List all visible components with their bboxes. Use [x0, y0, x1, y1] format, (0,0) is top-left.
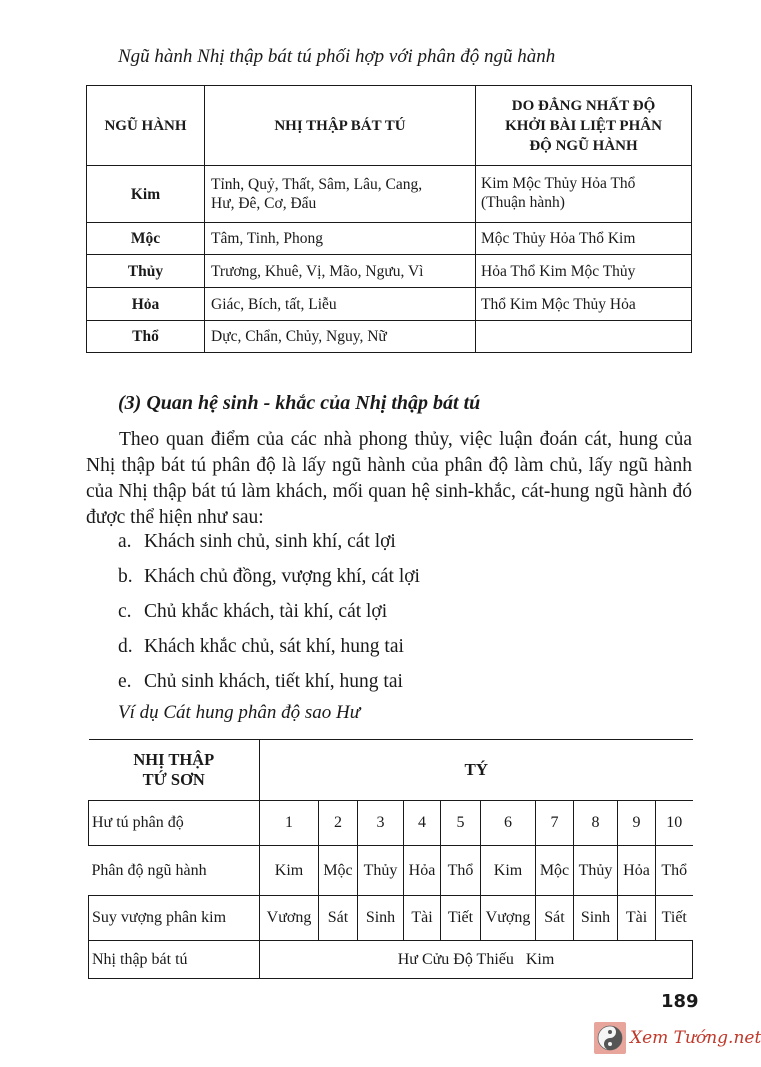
stars-cell: Giác, Bích, tất, Liễu [205, 288, 476, 321]
stars-cell: Tâm, Tinh, Phong [205, 223, 476, 255]
element-cell: Hỏa [618, 846, 656, 896]
example-caption: Ví dụ Cát hung phân độ sao Hư [118, 702, 361, 723]
stars-cell: Trương, Khuê, Vị, Mão, Ngưu, Vì [205, 255, 476, 288]
table-row [89, 896, 693, 941]
list-item-text: Chủ khắc khách, tài khí, cát lợi [144, 601, 388, 622]
status-cell: Tài [618, 896, 656, 941]
section-paragraph: Theo quan điểm của các nhà phong thủy, việc luận đoán cát, hung của Nhị thập bát tú phân độ là lấy ngũ hành của phân độ làm chủ, lấy ngũ hành của Nhị thập bát tú làm khách, mối quan hệ sinh-khắc, cát-hung ngũ hành đó được thể hiện như sau: [86, 429, 692, 528]
table-row [89, 846, 693, 896]
header-nhi-thap-bat-tu: NHỊ THẬP BÁT TÚ [205, 86, 476, 166]
status-cell: Sinh [358, 896, 404, 941]
element-cell: Thổ [441, 846, 481, 896]
header-ngu-hanh: NGŨ HÀNH [87, 86, 205, 166]
header-line: DO ĐẲNG NHẤT ĐỘ [511, 97, 656, 114]
list-item-label: e. [118, 671, 132, 692]
row-label: Phân độ ngũ hành [89, 846, 260, 896]
list-item-label: b. [118, 566, 133, 587]
table-row [87, 166, 692, 223]
row-label: Nhị thập bát tú [89, 941, 260, 979]
status-cell: Sát [319, 896, 358, 941]
degree-cell: 10 [656, 801, 693, 846]
status-cell: Sinh [574, 896, 618, 941]
table-row [87, 288, 692, 321]
sequence-line: Kim Mộc Thủy Hỏa Thổ [481, 175, 636, 192]
element-cell: Hỏa [87, 288, 205, 321]
header-line: KHỞI BÀI LIỆT PHÂN [505, 117, 662, 134]
yin-yang-icon [594, 1022, 626, 1054]
degree-cell: 5 [441, 801, 481, 846]
table2-header-row [89, 740, 693, 801]
page-number: 189 [661, 991, 699, 1012]
table1-header-row [87, 86, 692, 166]
degree-cell: 6 [481, 801, 536, 846]
degree-cell: 8 [574, 801, 618, 846]
degree-cell: 2 [319, 801, 358, 846]
table1-caption: Ngũ hành Nhị thập bát tú phối hợp với phân độ ngũ hành [118, 46, 556, 67]
degree-cell: 7 [536, 801, 574, 846]
element-cell: Thủy [87, 255, 205, 288]
section-heading: (3) Quan hệ sinh - khắc của Nhị thập bát tú [118, 392, 481, 414]
row-label: Suy vượng phân kim [89, 896, 260, 941]
stars-line: Tỉnh, Quỷ, Thất, Sâm, Lâu, Cang, [211, 176, 423, 193]
hu-star-degree-table [88, 739, 693, 979]
status-cell: Vượng [481, 896, 536, 941]
header-nhi-thap-tu-son [89, 740, 260, 801]
degree-cell: 4 [404, 801, 441, 846]
relation-list [118, 531, 420, 706]
table-row [89, 801, 693, 846]
star-summary-cell: Hư Cửu Độ Thiếu Kim [260, 941, 693, 979]
degree-cell: 9 [618, 801, 656, 846]
list-item-label: d. [118, 636, 133, 657]
header-line: NHỊ THẬP [133, 750, 215, 769]
table-row [89, 941, 693, 979]
element-cell: Thủy [358, 846, 404, 896]
elements-stars-table [86, 85, 692, 353]
element-cell: Thổ [87, 321, 205, 353]
table-row [87, 321, 692, 353]
element-cell: Mộc [319, 846, 358, 896]
element-cell: Kim [260, 846, 319, 896]
list-item-text: Khách sinh chủ, sinh khí, cát lợi [144, 531, 396, 552]
sequence-cell [476, 321, 692, 353]
status-cell: Vương [260, 896, 319, 941]
element-cell: Hỏa [404, 846, 441, 896]
list-item-text: Chủ sinh khách, tiết khí, hung tai [144, 671, 403, 692]
degree-cell: 1 [260, 801, 319, 846]
status-cell: Sát [536, 896, 574, 941]
list-item [118, 566, 420, 601]
header-phan-do [476, 86, 692, 166]
list-item [118, 601, 420, 636]
watermark-logo [594, 1022, 626, 1054]
stars-cell [205, 166, 476, 223]
row-label: Hư tú phân độ [89, 801, 260, 846]
list-item-label: c. [118, 601, 132, 622]
degree-cell: 3 [358, 801, 404, 846]
list-item [118, 671, 420, 706]
watermark-text: Xem Tướng.net [630, 1028, 761, 1048]
header-ty: TÝ [260, 740, 693, 801]
sequence-cell: Hỏa Thổ Kim Mộc Thủy [476, 255, 692, 288]
element-cell: Kim [87, 166, 205, 223]
list-item-label: a. [118, 531, 132, 552]
status-cell: Tiết [656, 896, 693, 941]
sequence-line: (Thuận hành) [481, 194, 565, 211]
element-cell: Thủy [574, 846, 618, 896]
status-cell: Tài [404, 896, 441, 941]
header-line: ĐỘ NGŨ HÀNH [529, 137, 638, 154]
list-item [118, 636, 420, 671]
list-item [118, 531, 420, 566]
table-row [87, 223, 692, 255]
stars-cell: Dực, Chẩn, Chủy, Nguy, Nữ [205, 321, 476, 353]
element-cell: Kim [481, 846, 536, 896]
sequence-cell: Mộc Thủy Hỏa Thổ Kim [476, 223, 692, 255]
element-cell: Mộc [536, 846, 574, 896]
header-line: TỨ SƠN [142, 770, 205, 789]
element-cell: Thổ [656, 846, 693, 896]
list-item-text: Khách chủ đồng, vượng khí, cát lợi [144, 566, 420, 587]
sequence-cell [476, 166, 692, 223]
sequence-cell: Thổ Kim Mộc Thủy Hỏa [476, 288, 692, 321]
status-cell: Tiết [441, 896, 481, 941]
table-row [87, 255, 692, 288]
list-item-text: Khách khắc chủ, sát khí, hung tai [144, 636, 404, 657]
element-cell: Mộc [87, 223, 205, 255]
stars-line: Hư, Đê, Cơ, Đẩu [211, 195, 317, 212]
